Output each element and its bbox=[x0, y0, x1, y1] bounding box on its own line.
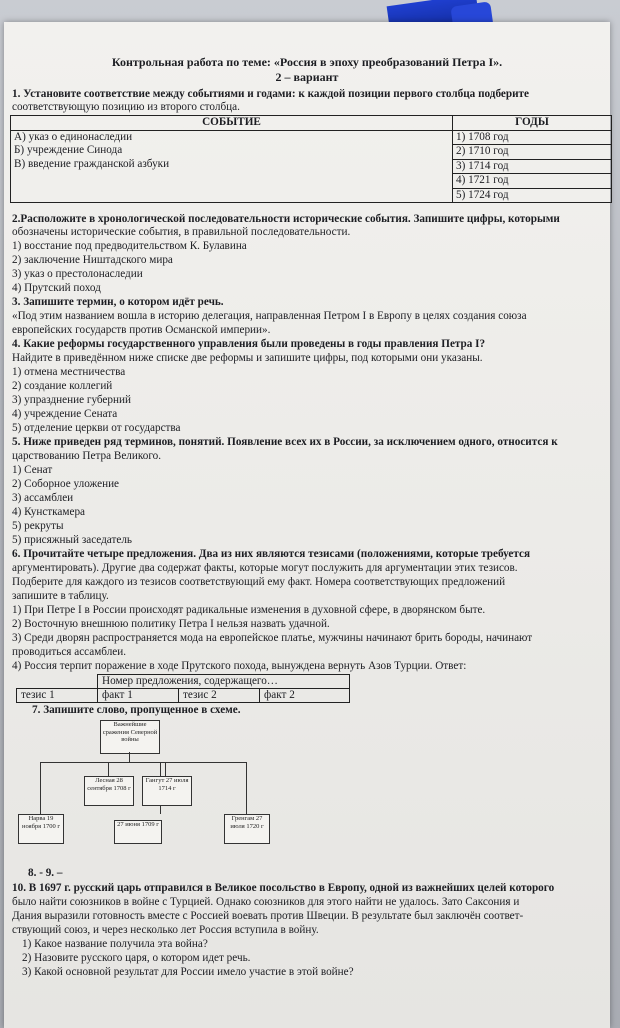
answer-col-thesis1: тезис 1 bbox=[17, 689, 98, 703]
scheme-gangut-box: Гангут 27 июля 1714 г bbox=[142, 776, 192, 806]
q4-text: 4. Какие реформы государственного управления были проведены в годы правления Петра I? bbox=[12, 338, 486, 350]
q5-text: 5. Ниже приведен ряд терминов, понятий. Появление всех их в России, за исключением одного, относится к bbox=[12, 436, 558, 448]
q10-text: 10. В 1697 г. русский царь отправился в Великое посольство в Европу, одной из важнейших целей которого bbox=[12, 882, 555, 894]
q6-sentence: 3) Среди дворян распространяется мода на европейское платье, мужчины начинают брить бороды, начинают bbox=[12, 632, 533, 644]
q6-text-cont: Подберите для каждого из тезисов соответствующий ему факт. Номера соответствующих предложений bbox=[12, 576, 506, 588]
q6-text: 6. Прочитайте четыре предложения. Два из них являются тезисами (положениями, которые требуется bbox=[12, 548, 531, 560]
q8-9-text: 8. - 9. – bbox=[28, 867, 63, 879]
q5-item: 1) Сенат bbox=[12, 464, 53, 476]
q2-item: 2) заключение Ништадского мира bbox=[12, 254, 173, 266]
q1-text-cont: соответствующую позицию из второго столбца. bbox=[12, 101, 240, 113]
q1-text: 1. Установите соответствие между событиями и годами: к каждой позиции первого столбца подберите bbox=[12, 88, 529, 100]
q6-sentence-cont: проводиться ассамблеи. bbox=[12, 646, 127, 658]
year-item: 1) 1708 год bbox=[453, 131, 611, 146]
q6-sentence: 1) При Петре I в России происходят радикальные изменения в духовной сфере, в дворянском быте. bbox=[12, 604, 486, 616]
year-item: 4) 1721 год bbox=[453, 174, 611, 189]
q10-subquestion: 1) Какое название получила эта война? bbox=[22, 938, 208, 950]
answer-col-fact1: факт 1 bbox=[98, 689, 179, 703]
q10-subquestion: 3) Какой основной результат для России имело участие в этой войне? bbox=[22, 966, 354, 978]
q10-text-cont: было найти союзников в войне с Турцией. Однако союзников для этого найти не удалось. Зато Саксония и bbox=[12, 896, 520, 908]
worksheet bbox=[4, 22, 610, 1028]
q4-item: 5) отделение церкви от государства bbox=[12, 422, 181, 434]
q10-text-cont: ствующий союз, и через несколько лет Россия вступила в войну. bbox=[12, 924, 319, 936]
scheme-top-box: Важнейшие сражения Северной войны bbox=[100, 720, 160, 754]
q7-scheme bbox=[10, 718, 310, 888]
q1-match-table bbox=[10, 115, 612, 203]
event-item: В) введение гражданской азбуки bbox=[14, 157, 170, 170]
q5-item: 4) Кунсткамера bbox=[12, 506, 86, 518]
q2-item: 4) Прутский поход bbox=[12, 282, 101, 294]
q5-item: 5) присяжный заседатель bbox=[12, 534, 133, 546]
col-event-header: СОБЫТИЕ bbox=[11, 116, 453, 131]
events-cell bbox=[11, 130, 453, 203]
q6-text-cont: аргументировать). Другие два содержат факты, которые могут послужить для аргументации этих тезисов. bbox=[12, 562, 518, 574]
q4-item: 1) отмена местничества bbox=[12, 366, 126, 378]
year-item: 3) 1714 год bbox=[453, 160, 611, 175]
q2-text: 2.Расположите в хронологической последовательности исторические события. Запишите цифры, которыми bbox=[12, 213, 560, 225]
page-title: Контрольная работа по теме: «Россия в эпоху преобразований Петра I». bbox=[111, 55, 503, 69]
q3-quote-cont: европейских государств против Османской империи». bbox=[12, 324, 271, 336]
q2-item: 1) восстание под предводительством К. Булавина bbox=[12, 240, 247, 252]
q6-answer-table bbox=[16, 674, 350, 703]
scheme-lesnaya-box: Лесная 28 сентября 1708 г bbox=[84, 776, 134, 806]
answer-col-fact2: факт 2 bbox=[260, 689, 350, 703]
q6-sentence: 4) Россия терпит поражение в ходе Прутского похода, вынуждена вернуть Азов Турции. Ответ: bbox=[12, 660, 467, 672]
event-item: Б) учреждение Синода bbox=[14, 144, 123, 156]
q3-text: 3. Запишите термин, о котором идёт речь. bbox=[12, 296, 224, 308]
q2-text-cont: обозначены исторические события, в правильной последовательности. bbox=[12, 226, 351, 238]
q6-text-cont: запишите в таблицу. bbox=[12, 590, 109, 602]
scheme-blank-box: 27 июня 1709 г bbox=[114, 820, 162, 844]
col-years-header: ГОДЫ bbox=[453, 116, 612, 131]
answer-table-header: Номер предложения, содержащего… bbox=[98, 675, 350, 689]
q5-item: 3) ассамблеи bbox=[12, 492, 74, 504]
year-item: 2) 1710 год bbox=[453, 145, 611, 160]
q4-text-cont: Найдите в приведённом ниже списке две реформы и запишите цифры, под которыми они указаны. bbox=[12, 352, 483, 364]
years-cell bbox=[453, 130, 612, 203]
q10-subquestion: 2) Назовите русского царя, о котором идет речь. bbox=[22, 952, 251, 964]
q10-text-cont: Дания выразили готовность вместе с Россией воевать против Швеции. В результате был заключён соответ- bbox=[12, 910, 524, 922]
q7-text: 7. Запишите слово, пропущенное в схеме. bbox=[32, 704, 241, 716]
year-item: 5) 1724 год bbox=[456, 188, 509, 201]
q4-item: 2) создание коллегий bbox=[12, 380, 113, 392]
q5-item: 5) рекруты bbox=[12, 520, 64, 532]
q4-item: 4) учреждение Сената bbox=[12, 408, 118, 420]
event-item: А) указ о единонаследии bbox=[14, 130, 133, 143]
scheme-grengam-box: Гренгам 27 июля 1720 г bbox=[224, 814, 270, 844]
variant-label: 2 – вариант bbox=[275, 70, 339, 84]
q6-sentence: 2) Восточную внешнюю политику Петра I нельзя назвать удачной. bbox=[12, 618, 330, 630]
q5-item: 2) Соборное уложение bbox=[12, 478, 120, 490]
q2-item: 3) указ о престолонаследии bbox=[12, 268, 143, 280]
scheme-narva-box: Нарва 19 ноября 1700 г bbox=[18, 814, 64, 844]
answer-col-thesis2: тезис 2 bbox=[179, 689, 260, 703]
q3-quote: «Под этим названием вошла в историю делегация, направленная Петром I в Европу в целях создания союза bbox=[12, 310, 527, 322]
q4-item: 3) упразднение губерний bbox=[12, 394, 131, 406]
q5-text-cont: царствованию Петра Великого. bbox=[12, 450, 162, 462]
